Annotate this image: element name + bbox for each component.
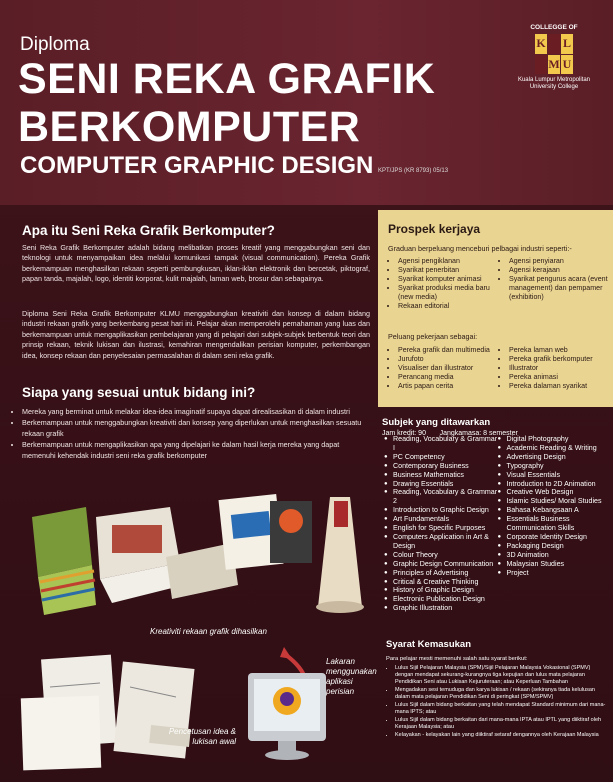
caption-sketch: Pencetusan idea & lukisan awal <box>168 727 236 746</box>
intro-paragraph-1: Seni Reka Grafik Berkomputer adalah bidang melibatkan proses kreatif yang menggabungkan seni dan teknologi untuk menyampaikan idea melalui komunikasi tampak (visual communication). Pereka Grafik berkemampuan menghasilkan rekaan seperti pembungkusan, iklan-iklan elektronik dan bercetak, piktograf, papan tanda, majalah, logo, identiti korporat, kulit majalah, laman web, brosur dan sebagainya. <box>22 243 370 284</box>
intro-paragraph-2: Diploma Seni Reka Grafik Berkomputer KLMU menggabungkan kreativiti dan konsep di dalam bidang industri rekaan grafik yang berkembang pesat hari ini. Pelajar akan memperolehi pemahaman yang luas dan berkemampuan untuk mengaplikasikan pembelajaran yang di pelajari dari subjek-subjek berbentuk teori dan prinsip rekaan, teknik lukisan dan ilustrasi, kemahiran mengendalikan perisian komputer, perkembangan idea, konsep rekaan dan penyelesaian permasalahan di dalam seni reka grafik. <box>22 309 370 360</box>
header-banner <box>0 0 613 205</box>
list-item: ● Art Fundamentals <box>393 515 498 524</box>
requirements-intro: Para pelajar mesti memenuhi salah satu syarat berikut: <box>386 656 528 662</box>
list-item: • Syarikat pengurus acara (event management) dan pempamer (exhibition) <box>509 275 610 302</box>
list-item: • Agensi kerajaan <box>509 266 610 275</box>
diploma-label: Diploma <box>20 34 90 55</box>
logo-mark <box>535 34 573 74</box>
list-item: • Lulus Sijil dalam bidang berkaitan dari mana-mana IPTA atau IPTL yang diiktiraf oleh Kerajaan Malaysia; atau <box>395 717 608 731</box>
subjects-section <box>382 417 611 437</box>
list-item: ● Graphic Design Communication <box>393 560 498 569</box>
list-item: • Syarikat produksi media baru (new media) <box>398 284 499 302</box>
list-item: • Artis papan cerita <box>398 382 499 391</box>
list-item: ● PC Competency <box>393 453 498 462</box>
list-item: • Visualiser dan illustrator <box>398 364 499 373</box>
subjects-heading: Subjek yang ditawarkan <box>382 417 491 428</box>
booklet-image <box>96 507 238 603</box>
logo-letter-u: U <box>561 55 573 75</box>
list-item: • Pereka dalaman syarikat <box>509 382 610 391</box>
list-item: • Rekaan editorial <box>398 302 499 311</box>
list-item: ● Colour Theory <box>393 551 498 560</box>
packaging-box-image <box>32 507 96 615</box>
list-item: ● Electronic Publication Design <box>393 595 498 604</box>
list-item: • Pereka animasi <box>509 373 610 382</box>
suitable-heading: Siapa yang sesuai untuk bidang ini? <box>22 385 256 400</box>
title-line-2: BERKOMPUTER <box>18 103 361 151</box>
suitable-list <box>10 407 370 462</box>
list-item: • Perancang media <box>398 373 499 382</box>
list-item: ● History of Graphic Design <box>393 586 498 595</box>
career-intro: Graduan berpeluang menceburi pelbagai industri seperti:- <box>388 244 572 253</box>
list-item: ● Typography <box>507 462 612 471</box>
title-line-1: SENI REKA GRAFIK <box>18 55 436 103</box>
list-item: • Berkemampuan untuk menggabungkan kreativiti dan konsep yang diperlukan untuk menghasilkan sesuatu rekaan grafik <box>22 418 370 439</box>
subjects-list <box>384 435 611 613</box>
list-item: ● Contemporary Business <box>393 462 498 471</box>
career-heading: Prospek kerjaya <box>388 222 481 236</box>
list-item: • Illustrator <box>509 364 610 373</box>
requirements-heading: Syarat Kemasukan <box>386 639 472 650</box>
list-item: ● Graphic Illustration <box>393 604 498 613</box>
requirements-list <box>386 665 608 739</box>
list-item: • Mereka yang berminat untuk melakar idea-idea imaginatif supaya dapat direalisasikan di dalam industri <box>22 407 370 417</box>
list-item: ● Introduction to Graphic Design <box>393 506 498 515</box>
list-item: ● Computers Application in Art & Design <box>393 533 498 551</box>
kpt-code: KPT/JPS (KR 8793) 05/13 <box>378 168 449 174</box>
list-item: ● Drawing Essentials <box>393 480 498 489</box>
list-item: • Lulus Sijil Pelajaran Malaysia (SPM)/Sijil Pelajaran Malaysia Vokasional (SPMV) dengan mendapat sekurang-kurangnya tiga kepujian dan lulus mata pelajaran Pendidikan Seni atau Lukisan Kejuruteraan; atau Keperluan Tambahan <box>395 665 608 686</box>
list-item: • Lulus Sijil dalam bidang berkaitan yang telah mendapat Standard minimum dari mana-mana IPTS; atau <box>395 702 608 716</box>
monitor-image <box>248 673 326 760</box>
list-item: ● Academic Reading & Writing <box>507 444 612 453</box>
left-column <box>0 205 378 782</box>
sketch-sheets-image <box>21 655 195 771</box>
entry-requirements <box>386 639 608 740</box>
logo-top-text: COLLEGGE OF <box>530 24 578 31</box>
list-item: • Pereka grafik berkomputer <box>509 355 610 364</box>
list-item: ● Principles of Advertising <box>393 569 498 578</box>
job-intro: Peluang pekerjaan sebagai: <box>388 332 478 341</box>
list-item: ● Critical & Creative Thinking <box>393 578 498 587</box>
list-item: • Jurufoto <box>398 355 499 364</box>
list-item: • Agensi pengiklanan <box>398 257 499 266</box>
list-item: • Kelayakan - kelayakan lain yang diiktiraf setaraf dengannya oleh Kerajaan Malaysia <box>395 732 608 739</box>
card-image <box>218 494 312 570</box>
list-item: ● Digital Photography <box>507 435 612 444</box>
list-item: ● Islamic Studies/ Moral Studies <box>507 497 612 506</box>
klmu-logo <box>506 24 602 91</box>
list-item: • Agensi penyiaran <box>509 257 610 266</box>
sculpture-image <box>316 497 364 613</box>
list-item: ● Business Mathematics <box>393 471 498 480</box>
list-item: ● English for Specific Purposes <box>393 524 498 533</box>
intro-heading: Apa itu Seni Reka Grafik Berkomputer? <box>22 223 275 238</box>
list-item: ● Malaysian Studies <box>507 560 612 569</box>
logo-letter-k: K <box>535 34 547 54</box>
list-item: ● Visual Essentials <box>507 471 612 480</box>
list-item: ● Project <box>507 569 612 578</box>
duration: Jangkamasa: 8 semester <box>439 430 518 437</box>
list-item: ● 3D Animation <box>507 551 612 560</box>
list-item: ● Essentials Business Communication Skills <box>507 515 612 533</box>
list-item: ● Reading, Vocabulary & Grammar 2 <box>393 488 498 506</box>
industry-list <box>388 257 610 312</box>
title-english: COMPUTER GRAPHIC DESIGN <box>20 152 374 179</box>
list-item: ● Packaging Design <box>507 542 612 551</box>
caption-software: Lakaran menggunakan aplikasi perisian <box>326 657 377 696</box>
logo-caption: Kuala Lumpur Metropolitan University College <box>517 77 591 90</box>
list-item: • Syarikat penerbitan <box>398 266 499 275</box>
list-item: ● Reading, Vocabulary & Grammar I <box>393 435 498 453</box>
logo-letter-m: M <box>548 55 560 75</box>
list-item: • Berkemampuan untuk mengaplikasikan apa yang dipelajari ke dalam hasil kerja mereka yang dapat memenuhi kehendak industri seni reka grafik berkomputer <box>22 440 370 461</box>
list-item: ● Creative Web Design <box>507 488 612 497</box>
list-item: • Pereka laman web <box>509 346 610 355</box>
list-item: • Mengadakan sesi temuduga dan karya lukisan / rekaan (sekiranya tiada kelulusan dalam mata pelajaran Pendidikan Seni di peringkat (SPM/SPMV) <box>395 687 608 701</box>
credit-hours: Jam kredit: 90 <box>382 430 426 437</box>
list-item: ● Introduction to 2D Animation <box>507 480 612 489</box>
caption-works: Kreativiti rekaan grafik dihasilkan <box>150 627 267 636</box>
right-column <box>378 205 613 782</box>
career-prospects-box <box>378 210 613 407</box>
list-item: ● Corporate Identity Design <box>507 533 612 542</box>
list-item: ● Bahasa Kebangsaan A <box>507 506 612 515</box>
logo-letter-l: L <box>561 34 573 54</box>
list-item: • Pereka grafik dan multimedia <box>398 346 499 355</box>
list-item: ● Advertising Design <box>507 453 612 462</box>
job-list <box>388 346 610 391</box>
list-item: • Syarikat komputer animasi <box>398 275 499 284</box>
